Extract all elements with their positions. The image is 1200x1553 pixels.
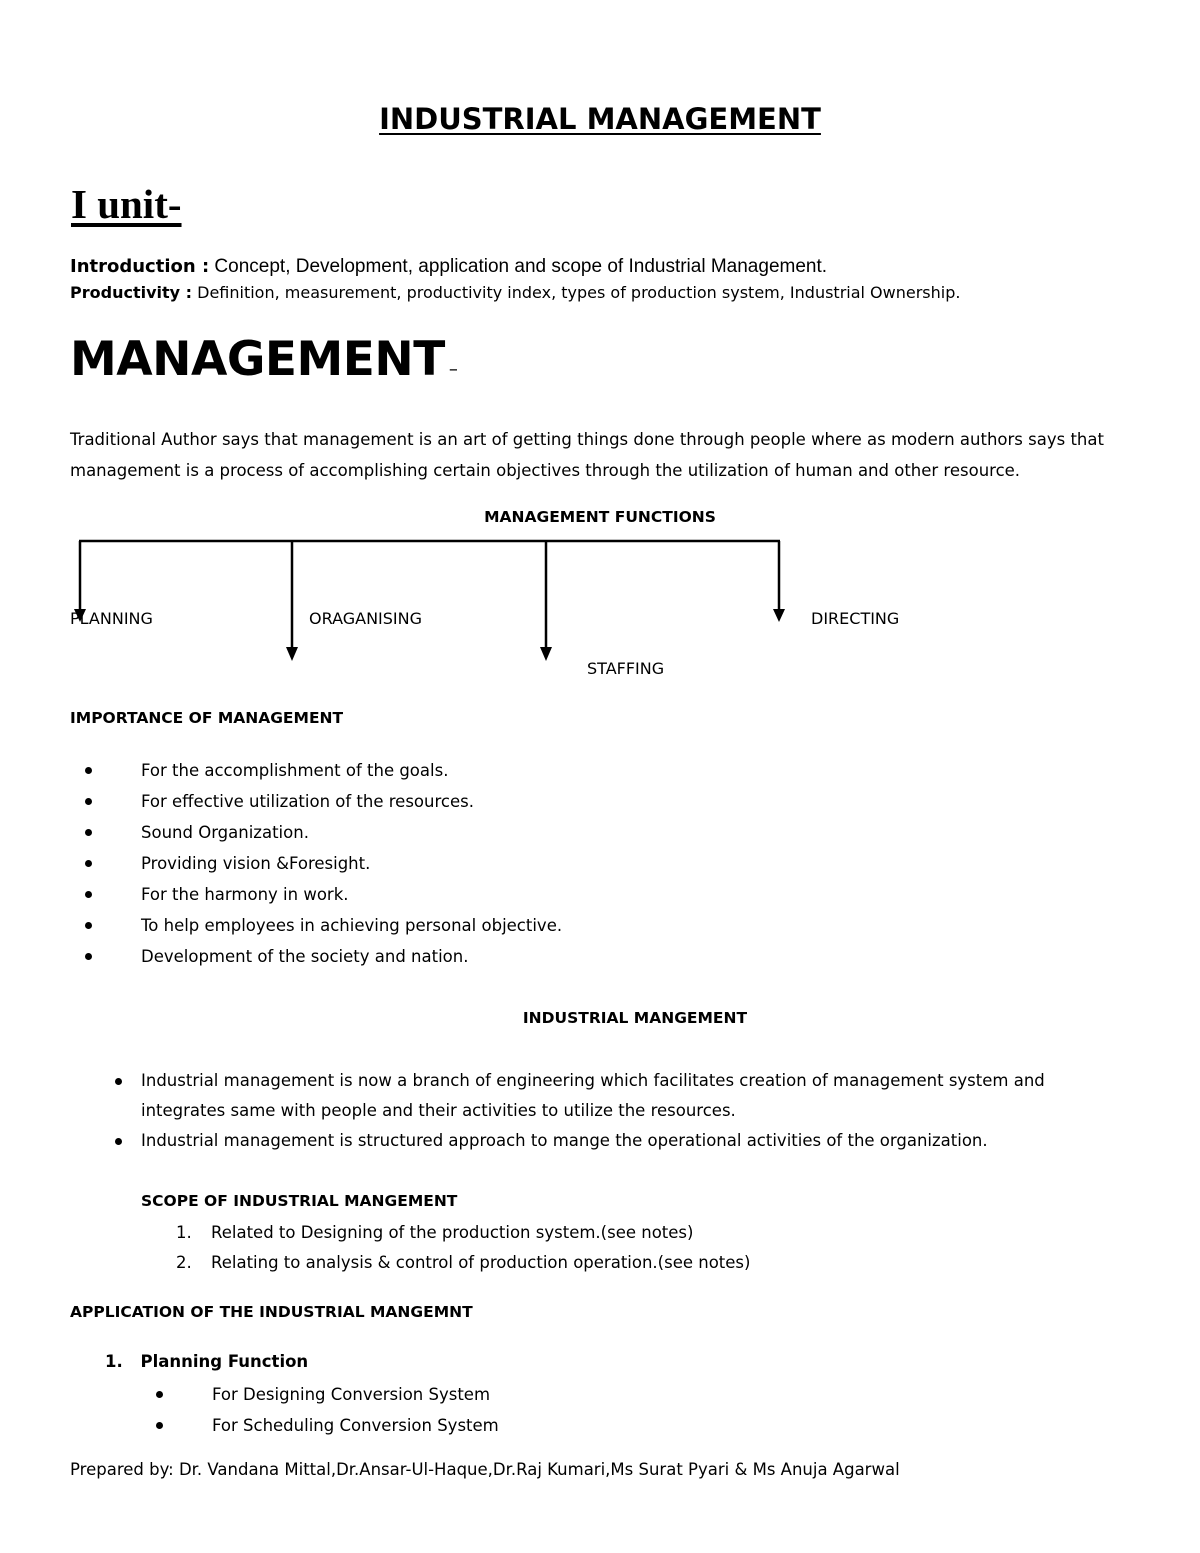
list-item: For Scheduling Conversion System: [141, 1410, 499, 1441]
staffing-arrow-head: [540, 647, 552, 661]
list-item: For effective utilization of the resources.: [70, 786, 562, 817]
application-heading: APPLICATION OF THE INDUSTRIAL MANGEMNT: [70, 1303, 473, 1321]
application-subheading: [105, 1352, 308, 1371]
application-list: [141, 1379, 499, 1441]
list-item-line: Industrial management is now a branch of engineering which facilitates creation of management system and: [141, 1071, 1045, 1090]
industrial-management-list: [70, 1066, 1150, 1156]
list-item: Development of the society and nation.: [70, 941, 562, 972]
scope-heading: SCOPE OF INDUSTRIAL MANGEMENT: [141, 1192, 458, 1210]
list-item: To help employees in achieving personal objective.: [70, 910, 562, 941]
directing-arrow-head: [773, 609, 785, 622]
organising-arrow-head: [286, 647, 298, 661]
function-directing: DIRECTING: [811, 609, 900, 628]
planning-function-label: Planning Function: [140, 1352, 309, 1371]
scope-list: [176, 1218, 751, 1278]
function-staffing: STAFFING: [587, 659, 665, 678]
unit-heading: I unit-: [71, 181, 182, 227]
function-organising: ORAGANISING: [309, 609, 422, 628]
list-item-text: Related to Designing of the production system.(see notes): [211, 1223, 694, 1242]
list-item: [70, 1066, 1150, 1126]
list-item: Sound Organization.: [70, 817, 562, 848]
list-item: [70, 1126, 1150, 1156]
list-item: [176, 1248, 751, 1278]
functions-diagram: [0, 0, 1200, 700]
list-number: 1.: [105, 1352, 123, 1371]
list-item: Providing vision &Foresight.: [70, 848, 562, 879]
industrial-management-heading: INDUSTRIAL MANGEMENT: [522, 1009, 748, 1027]
importance-heading: IMPORTANCE OF MANAGEMENT: [70, 709, 344, 727]
management-definition-paragraph: Traditional Author says that management is an art of getting things done through people where as modern authors says that management is a process of accomplishing certain objectives through the utilization of human and other resource.: [70, 430, 1104, 480]
productivity-label: Productivity :: [70, 283, 193, 302]
management-functions-heading: MANAGEMENT FUNCTIONS: [484, 508, 716, 526]
list-item-line: Industrial management is structured approach to mange the operational activities of the organization.: [141, 1131, 988, 1150]
list-number: 2.: [176, 1253, 192, 1272]
management-heading-text: MANAGEMENT: [70, 332, 445, 387]
list-number: 1.: [176, 1223, 192, 1242]
bullet-icon: [115, 1138, 122, 1145]
list-item-line: integrates same with people and their activities to utilize the resources.: [141, 1101, 736, 1120]
management-heading-dash: –: [448, 359, 458, 380]
productivity-text: Definition, measurement, productivity index, types of production system, Industrial Ownership.: [192, 283, 961, 302]
list-item: For the accomplishment of the goals.: [70, 755, 562, 786]
list-item: [176, 1218, 750, 1248]
footer-credits: Prepared by: Dr. Vandana Mittal,Dr.Ansar-Ul-Haque,Dr.Raj Kumari,Ms Surat Pyari & Ms Anuja Agarwal: [70, 1460, 900, 1479]
introduction-text: Concept, Development, application and scope of Industrial Management.: [209, 256, 828, 277]
list-item: For the harmony in work.: [70, 879, 562, 910]
importance-list: [70, 755, 562, 972]
introduction-label: Introduction :: [70, 256, 210, 277]
function-planning: PLANNING: [70, 609, 153, 628]
list-item: For Designing Conversion System: [141, 1379, 499, 1410]
bullet-icon: [115, 1078, 122, 1085]
document-title: INDUSTRIAL MANAGEMENT: [379, 102, 821, 136]
list-item-text: Relating to analysis & control of production operation.(see notes): [211, 1253, 751, 1272]
